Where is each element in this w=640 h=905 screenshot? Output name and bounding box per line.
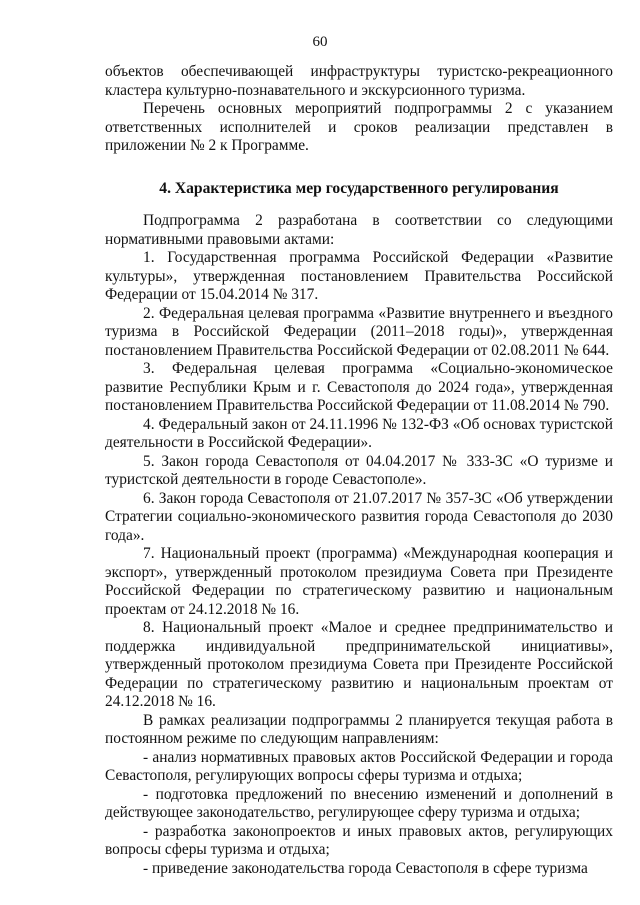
- legal-act-item: 1. Государственная программа Российской Федерации «Развитие культуры», утвержденная постановлением Правительства Российской Федерации от 15.04.2014 № 317.: [105, 249, 613, 303]
- legal-acts-list: [105, 249, 613, 712]
- direction-item: - приведение законодательства города Севастополя в сфере туризма: [143, 859, 588, 877]
- paragraph-section-intro: Подпрограмма 2 разработана в соответствии со следующими нормативными правовыми актами:: [105, 212, 613, 248]
- directions-list: [105, 749, 613, 879]
- legal-act-item: 7. Национальный проект (программа) «Международная кооперация и экспорт», утвержденный протоколом президиума Совета при Президенте Российской Федерации по стратегическому развитию и национальным проектам от 24.12.2018 № 16.: [105, 545, 613, 618]
- direction-item: - разработка законопроектов и иных правовых актов, регулирующих вопросы сферы туризма и отдыха;: [105, 822, 613, 858]
- paragraph-intro-continuation: объектов обеспечивающей инфраструктуры туристско-рекреационного кластера культурно-познавательного и экскурсионного туризма.: [105, 63, 613, 99]
- page-number: 60: [312, 34, 328, 50]
- direction-item: - анализ нормативных правовых актов Российской Федерации и города Севастополя, регулирующих вопросы сферы туризма и отдыха;: [105, 748, 613, 784]
- legal-act-item: 4. Федеральный закон от 24.11.1996 № 132-ФЗ «Об основах туристской деятельности в Российской Федерации».: [105, 415, 613, 451]
- section-heading: 4. Характеристика мер государственного регулирования: [159, 179, 559, 197]
- spacer: [105, 156, 613, 180]
- document-body: [105, 63, 613, 878]
- legal-act-item: 2. Федеральная целевая программа «Развитие внутреннего и въездного туризма в Российской Федерации (2011–2018 годы)», утвержденная постановлением Правительства Российской Федерации от 02.08.2011 № 644.: [105, 304, 613, 359]
- legal-act-item: 5. Закон города Севастополя от 04.04.2017 № 333-ЗС «О туризме и туристской деятельности в городе Севастополе».: [105, 452, 613, 488]
- paragraph-directions-intro: В рамках реализации подпрограммы 2 планируется текущая работа в постоянном режиме по следующим направлениям:: [105, 711, 613, 747]
- paragraph-measures-list-reference: Перечень основных мероприятий подпрограммы 2 с указанием ответственных исполнителей и сроков реализации представлен в приложении № 2 к Программе.: [105, 100, 613, 154]
- direction-item: - подготовка предложений по внесению изменений и дополнений в действующее законодательство, регулирующее сферу туризма и отдыха;: [105, 785, 613, 821]
- legal-act-item: 3. Федеральная целевая программа «Социально-экономическое развитие Республики Крым и г. Севастополя до 2024 года», утвержденная постановлением Правительства Российской Федерации от 11.08.2014 № 790.: [105, 360, 613, 414]
- legal-act-item: 8. Национальный проект «Малое и среднее предпринимательство и поддержка индивидуальной предпринимательской инициативы», утвержденный протоколом президиума Совета при Президенте Российской Федерации по стратегическому развитию и национальным проектам от 24.12.2018 № 16.: [105, 619, 613, 710]
- legal-act-item: 6. Закон города Севастополя от 21.07.2017 № 357-ЗС «Об утверждении Стратегии социально-экономического развития города Севастополя до 2030 года».: [105, 489, 613, 544]
